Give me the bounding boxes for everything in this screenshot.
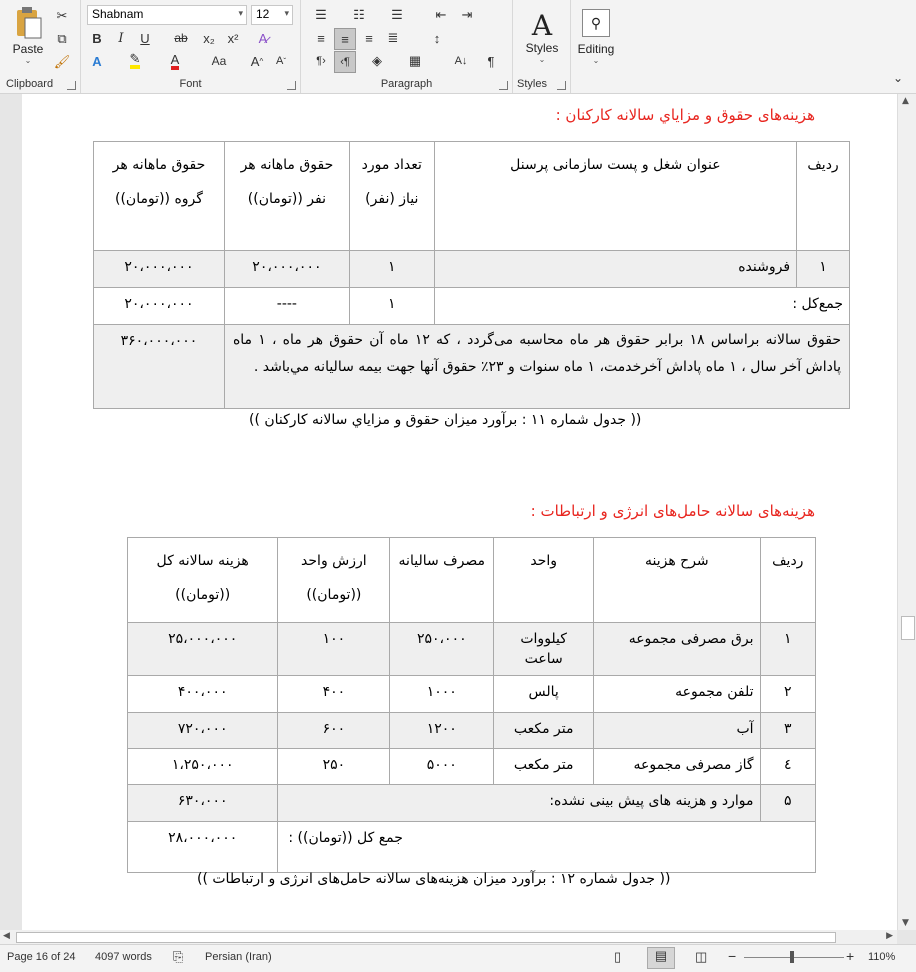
zoom-slider-handle[interactable]: [790, 951, 794, 963]
table-cell: ----: [224, 288, 349, 325]
table-cell: ۱: [797, 251, 850, 288]
chevron-down-icon: ▾: [284, 8, 289, 18]
multilevel-list-icon[interactable]: ☰: [391, 7, 403, 22]
chevron-down-icon: ⌄: [538, 54, 546, 64]
underline-button[interactable]: U: [140, 30, 150, 46]
table-header: حقوق ماهانه هر گروه ((تومان)): [94, 142, 225, 251]
table-header: ردیف: [797, 142, 850, 251]
table-cell: ۴۰۰،۰۰۰: [128, 676, 278, 713]
rtl-icon[interactable]: ‹¶: [334, 51, 356, 73]
total-label: جمع کل ((تومان)) :: [278, 822, 816, 873]
grow-font-icon[interactable]: A ^: [250, 53, 264, 69]
salary-note: حقوق سالانه براساس ۱۸ برابر حقوق هر ماه محاسبه می‌گردد ، که ۱۲ ماه آن حقوق هر ماه ، ۱ ماه پاداش آخر سال ، ۱ ماه پاداش آخرخدمت، ۱ ماه سنوات و ۲۳٪ حقوق آنها جهت بیمه سالیانه مي‌باشد .: [224, 325, 849, 409]
table-cell: ۲۵۰: [278, 749, 390, 785]
table-cell: ۷۲۰،۰۰۰: [128, 713, 278, 749]
scroll-left-icon[interactable]: ◀: [3, 931, 10, 941]
borders-icon[interactable]: ▦: [408, 53, 422, 68]
paste-icon: [13, 6, 43, 40]
table-cell: ۲۵۰،۰۰۰: [390, 623, 494, 676]
caption-table-11: (( جدول شماره ۱۱ : برآورد میزان حقوق و مزاياي سالانه کارکنان )): [249, 412, 642, 428]
table-cell: ۳: [760, 713, 815, 749]
editing-button[interactable]: ⚲ Editing ⌄: [574, 4, 618, 70]
table-header: تعداد مورد نیاز (نفر): [349, 142, 434, 251]
chevron-down-icon: ⌄: [592, 56, 600, 65]
paragraph-label: Paragraph: [380, 78, 433, 90]
scroll-right-icon[interactable]: ▶: [886, 931, 893, 941]
table-cell: ۲۰،۰۰۰،۰۰۰: [224, 251, 349, 288]
styles-group: [513, 0, 571, 93]
page-indicator[interactable]: Page 16 of 24: [7, 951, 76, 963]
scroll-thumb[interactable]: [16, 932, 836, 943]
table-cell: ۱: [349, 251, 434, 288]
table-cell: ۵: [760, 785, 815, 822]
change-case-button[interactable]: Aa: [211, 54, 227, 68]
paste-button[interactable]: Paste ⌄: [6, 4, 50, 66]
web-layout-icon[interactable]: ◫: [695, 949, 708, 964]
table-cell: کیلووات ساعت: [494, 623, 594, 676]
table-cell: ۱: [760, 623, 815, 676]
font-group: [81, 0, 301, 93]
font-name-dropdown[interactable]: Shabnam ▾: [87, 5, 247, 25]
zoom-in-icon[interactable]: +: [846, 948, 855, 964]
table-cell: ۲۸،۰۰۰،۰۰۰: [128, 822, 278, 873]
styles-icon: A: [531, 8, 553, 42]
total-label: جمع‌کل :: [434, 288, 849, 325]
table-cell: متر مکعب: [494, 749, 594, 785]
status-bar: [0, 944, 916, 972]
table-header: عنوان شغل و پست سازمانی پرسنل: [434, 142, 796, 251]
scroll-thumb[interactable]: [901, 616, 915, 640]
chevron-down-icon: ▾: [238, 8, 243, 18]
table-cell: ۱: [349, 288, 434, 325]
superscript-button[interactable]: x²: [227, 30, 239, 46]
read-mode-icon[interactable]: ▯: [614, 949, 622, 964]
table-cell: تلفن مجموعه: [594, 676, 760, 713]
justify-icon[interactable]: ≣: [387, 30, 399, 45]
energy-table: [127, 537, 816, 873]
word-count[interactable]: 4097 words: [95, 951, 152, 963]
font-launcher-icon[interactable]: [287, 81, 296, 90]
paragraph-group: [301, 0, 513, 93]
page[interactable]: [22, 94, 897, 930]
bullets-icon[interactable]: ☰: [315, 7, 327, 22]
zoom-slider[interactable]: [744, 957, 844, 958]
italic-button[interactable]: I: [118, 30, 124, 46]
clear-formatting-icon[interactable]: A̷: [258, 30, 268, 46]
clipboard-label: Clipboard: [6, 78, 54, 90]
text-effects-icon[interactable]: A: [92, 53, 102, 69]
clipboard-launcher-icon[interactable]: [67, 81, 76, 90]
font-label: Font: [179, 78, 202, 90]
bold-button[interactable]: B: [92, 30, 102, 46]
table-cell: ۴۰۰: [278, 676, 390, 713]
unforeseen-label: موارد و هزینه های پیش بینی نشده:: [278, 785, 760, 822]
align-left-icon[interactable]: ≡: [317, 30, 325, 46]
format-painter-icon[interactable]: 🖌: [53, 54, 71, 69]
highlight-icon[interactable]: ✎: [125, 51, 145, 71]
table-cell: ۱۲۰۰: [390, 713, 494, 749]
shrink-font-icon[interactable]: A ˇ: [275, 55, 286, 67]
horizontal-scrollbar[interactable]: [0, 930, 897, 944]
table-cell: ۲۰،۰۰۰،۰۰۰: [94, 288, 225, 325]
table-cell: ۳۶۰،۰۰۰،۰۰۰: [94, 325, 225, 409]
search-icon: ⚲: [582, 9, 610, 37]
table-header: هزینه سالانه کل ((تومان)): [128, 538, 278, 623]
table-cell: ٤: [760, 749, 815, 785]
styles-label: Styles: [517, 78, 547, 90]
table-cell: فروشنده: [434, 251, 796, 288]
ribbon: [0, 0, 916, 94]
proofing-icon[interactable]: ⎘: [173, 949, 184, 964]
table-cell: ۲۵،۰۰۰،۰۰۰: [128, 623, 278, 676]
table-cell: ۶۳۰،۰۰۰: [128, 785, 278, 822]
sort-icon[interactable]: A↓: [454, 55, 468, 67]
collapse-ribbon-icon[interactable]: ⌄: [892, 71, 904, 85]
table-cell: متر مکعب: [494, 713, 594, 749]
subscript-button[interactable]: x₂: [203, 30, 215, 46]
table-header: حقوق ماهانه هر نفر ((تومان)): [224, 142, 349, 251]
zoom-level[interactable]: 110%: [868, 951, 896, 963]
show-marks-icon[interactable]: ¶: [487, 53, 495, 69]
caption-table-12: (( جدول شماره ۱۲ : برآورد میزان هزینه‌های سالانه حامل‌های انرژی و ارتباطات )): [197, 871, 671, 887]
table-cell: ۱۰۰۰: [390, 676, 494, 713]
chevron-down-icon: ⌄: [24, 55, 32, 65]
table-header: ردیف: [760, 538, 815, 623]
shading-icon[interactable]: ◈: [372, 53, 382, 68]
table-header: مصرف سالیانه: [390, 538, 494, 623]
cut-icon[interactable]: ✂: [56, 8, 68, 23]
table-header: ارزش واحد ((تومان)): [278, 538, 390, 623]
salary-table: [93, 141, 850, 409]
zoom-out-icon[interactable]: −: [728, 948, 737, 964]
table-cell: ۱،۲۵۰،۰۰۰: [128, 749, 278, 785]
language-indicator[interactable]: Persian (Iran): [205, 951, 272, 963]
print-layout-icon[interactable]: ▤: [647, 947, 675, 969]
font-color-icon[interactable]: A: [165, 51, 185, 71]
font-size-dropdown[interactable]: 12 ▾: [251, 5, 293, 25]
line-spacing-icon[interactable]: ↕: [433, 30, 441, 46]
table-cell: ۵۰۰۰: [390, 749, 494, 785]
strikethrough-button[interactable]: ab: [174, 31, 188, 45]
styles-launcher-icon[interactable]: [557, 81, 566, 90]
document-area: [0, 94, 897, 930]
heading-energy: هزینه‌های سالانه حامل‌های انرژی و ارتباطات :: [530, 502, 815, 520]
decrease-indent-icon[interactable]: ⇤: [435, 7, 447, 22]
styles-button[interactable]: A Styles ⌄: [525, 8, 559, 64]
table-header: واحد: [494, 538, 594, 623]
paragraph-launcher-icon[interactable]: [499, 81, 508, 90]
table-cell: برق مصرفی مجموعه: [594, 623, 760, 676]
clipboard-group: [0, 0, 81, 93]
scroll-up-icon[interactable]: ▲: [902, 96, 909, 106]
increase-indent-icon[interactable]: ⇥: [461, 7, 473, 22]
table-cell: ۱۰۰: [278, 623, 390, 676]
vertical-scrollbar[interactable]: [897, 94, 916, 930]
ltr-icon[interactable]: ¶›: [316, 55, 326, 67]
numbering-icon[interactable]: ☷: [353, 7, 365, 22]
heading-salaries: هزینه‌های حقوق و مزاياي سالانه کارکنان :: [555, 106, 815, 124]
table-cell: آب: [594, 713, 760, 749]
align-right-icon[interactable]: ≡: [365, 30, 373, 46]
table-header: شرح هزینه: [594, 538, 760, 623]
table-cell: ۲۰،۰۰۰،۰۰۰: [94, 251, 225, 288]
align-center-icon[interactable]: ≡: [334, 28, 356, 50]
table-cell: ۶۰۰: [278, 713, 390, 749]
table-cell: گاز مصرفی مجموعه: [594, 749, 760, 785]
copy-icon[interactable]: ⧉: [57, 31, 67, 46]
table-cell: ۲: [760, 676, 815, 713]
table-cell: پالس: [494, 676, 594, 713]
scroll-down-icon[interactable]: ▼: [902, 918, 909, 928]
